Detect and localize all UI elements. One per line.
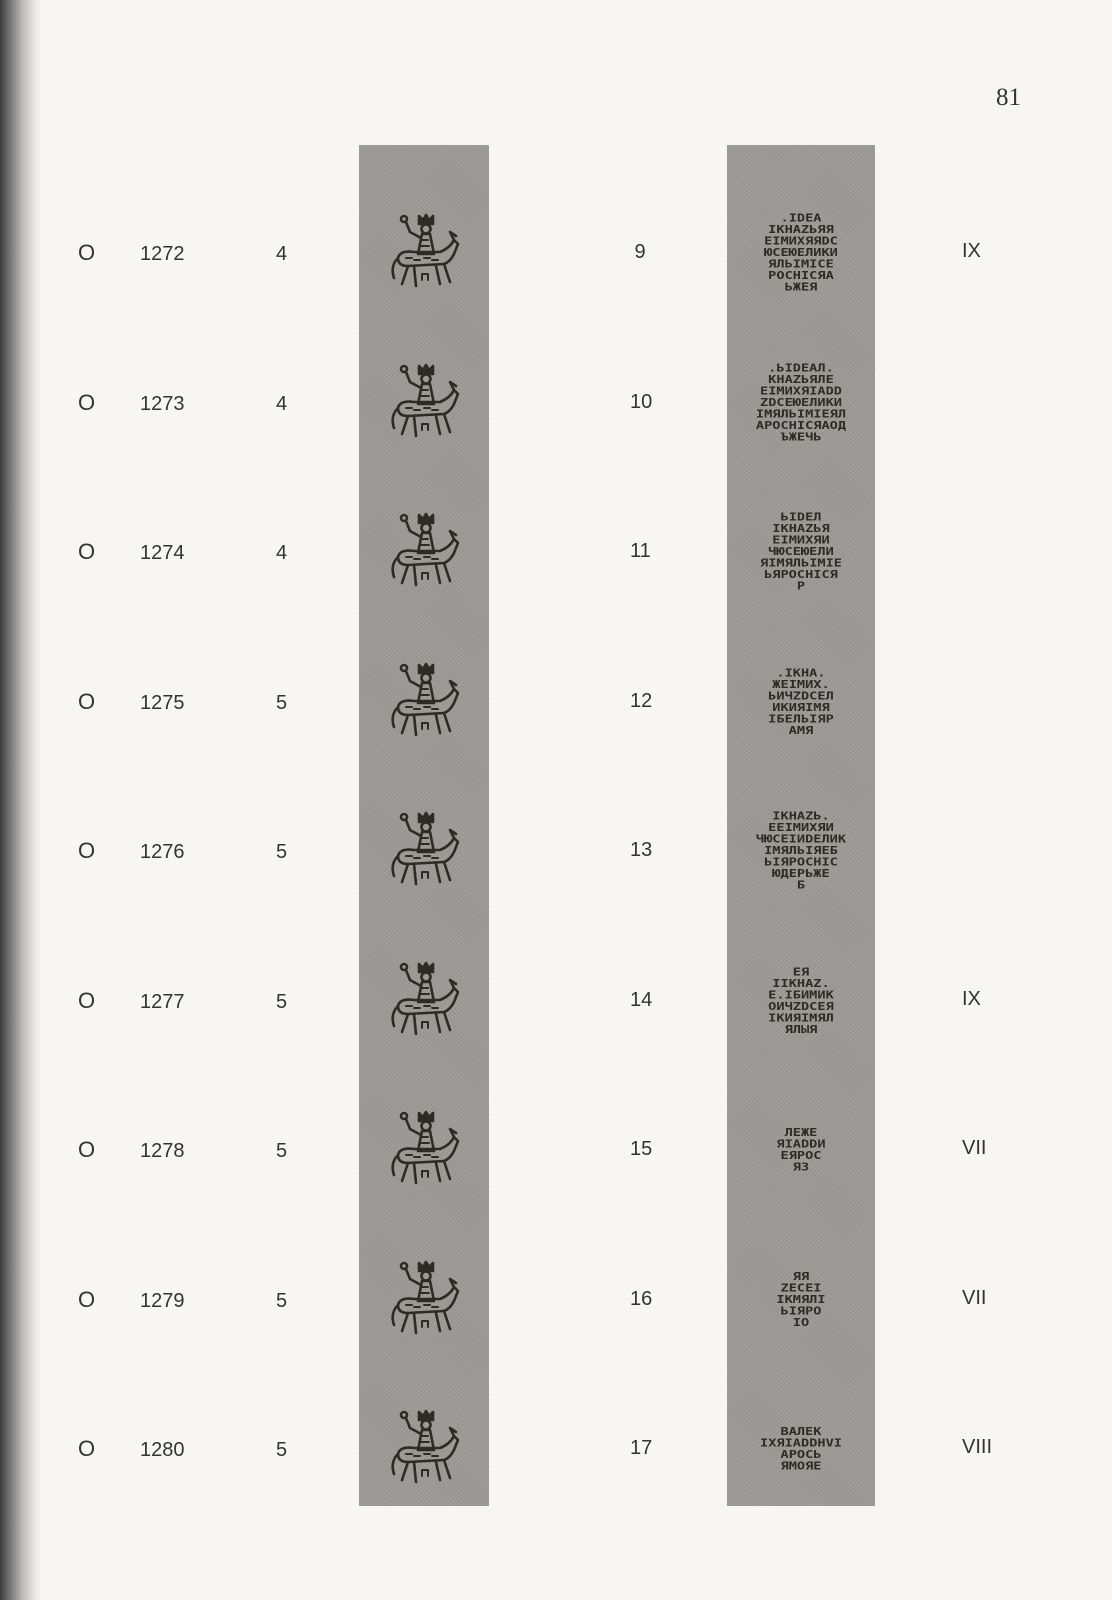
inscription-line: ЕЕIМИХЯИ [768, 822, 834, 834]
inscription-line: IМЯЛЬІЯЕБ [764, 845, 838, 857]
century-label: VII [962, 1137, 987, 1159]
inscription-line: ЬЖЕЯ [784, 281, 818, 294]
reference-number: 16 [630, 1288, 653, 1310]
catalogue-row [0, 1199, 1112, 1349]
side-label: О [78, 240, 96, 265]
inscription-line: ZЕСЕI [780, 1282, 822, 1295]
reference-number: 14 [630, 989, 653, 1011]
inscription-line: ЯЯ [792, 1271, 810, 1283]
inscription-line: ОИЧZDСЕЯ [768, 1000, 834, 1013]
inscription-line: ЬЯРОСНIСЯ [764, 569, 838, 581]
inscription-line: IМЯЛЬІМIЕЯЛ [755, 408, 847, 421]
inscription-seal-image [751, 950, 851, 1050]
side-label: О [78, 1287, 96, 1312]
reference-number: 11 [630, 540, 651, 562]
side-label: О [78, 1436, 96, 1461]
type-number: 5 [276, 1140, 288, 1162]
rider-seal-image [384, 1257, 464, 1339]
type-number: 5 [276, 841, 288, 863]
inscription-seal-image [751, 800, 851, 900]
inscription-line: IБЕЛЬІЯР [768, 713, 834, 726]
inscription-seal-image [751, 1099, 851, 1199]
inscription-line: ЕЯРОС [780, 1149, 822, 1162]
century-label: VII [962, 1287, 987, 1309]
inscription-line: ЕЯ [792, 966, 810, 979]
reference-number: 15 [630, 1138, 653, 1160]
inscription-line: IО [792, 1317, 810, 1329]
inscription-line: IХЯIАDDНVI [760, 1437, 842, 1450]
rider-seal-image [384, 360, 464, 442]
inscription-line: ІКИЯIМЯЛ [768, 1012, 834, 1025]
inscription-line: ЯIАDDИ [776, 1138, 826, 1151]
catalogue-number: 1277 [140, 991, 185, 1013]
type-number: 5 [276, 1439, 288, 1461]
reference-number: 13 [630, 839, 653, 861]
rider-seal-image [384, 210, 464, 292]
rider-seal-image [384, 808, 464, 890]
inscription-line: IКНАZЬЯ [772, 523, 830, 535]
inscription-line: ЯМОЯЕ [780, 1460, 822, 1473]
inscription-seal-image [751, 202, 851, 302]
inscription-line: ЕIМИХЯИ [772, 534, 830, 547]
type-number: 4 [276, 542, 288, 564]
catalogue-row [0, 900, 1112, 1050]
side-label: О [78, 838, 96, 863]
inscription-line: ЖЕIМИХ. [772, 678, 830, 691]
inscription-line: .IDEA [780, 212, 823, 225]
inscription-line: IIКНАZ. [772, 977, 830, 990]
reference-number: 10 [630, 391, 653, 413]
inscription-line: ЬИЧZDСЕЛ [768, 690, 834, 703]
inscription-seal-image [751, 1249, 851, 1349]
side-label: О [78, 1137, 96, 1162]
inscription-line: ЕIМИХЯЯDС [764, 235, 838, 248]
inscription-line: IКМЯЛI [776, 1294, 826, 1306]
inscription-line: ЕIМИХЯIАDD [760, 385, 842, 398]
inscription-seal-image [751, 352, 851, 452]
inscription-line: ИКИЯIМЯ [772, 701, 830, 714]
inscription-seal-image [751, 1398, 851, 1498]
inscription-line: Е.IБИМИК [768, 989, 835, 1002]
inscription-line: ЮСЕЮЕЛИКИ [764, 247, 838, 259]
inscription-seal-image [751, 651, 851, 751]
catalogue-row [0, 302, 1112, 452]
inscription-line: IКНАZЬ. [772, 810, 830, 823]
inscription-line: АМЯ [788, 724, 814, 737]
type-number: 5 [276, 1290, 288, 1312]
type-number: 4 [276, 243, 288, 265]
inscription-line: КНАZЬЯЛЕ [768, 374, 834, 386]
catalogue-number: 1274 [140, 542, 185, 564]
century-label: IX [962, 988, 981, 1010]
inscription-line: ЬІЯРО [780, 1305, 822, 1318]
side-label: О [78, 539, 96, 564]
inscription-line: ZDCЕЮЕЛИКИ [760, 397, 842, 409]
inscription-line: АРОСНIСЯАОД [755, 420, 847, 432]
catalogue-row [0, 451, 1112, 601]
catalogue-row [0, 1049, 1112, 1199]
inscription-line: ЧЮСЕIИDЕЛИК [755, 833, 847, 846]
type-number: 4 [276, 393, 288, 415]
catalogue-number: 1280 [140, 1439, 185, 1461]
inscription-line: АРОСЬ [780, 1448, 822, 1461]
inscription-line: ЯЗ [792, 1161, 810, 1174]
inscription-line: Б [796, 879, 806, 892]
page-number: 81 [996, 84, 1021, 111]
inscription-line: ЧЮСЕЮЕЛИ [768, 546, 834, 558]
rider-seal-image [384, 509, 464, 591]
inscription-line: ЮДЕРЬЖЕ [772, 868, 830, 880]
inscription-line: ЯЛЫЯ [784, 1023, 818, 1036]
rider-seal-image [384, 659, 464, 741]
catalogue-row [0, 152, 1112, 302]
catalogue-number: 1272 [140, 243, 185, 265]
catalogue-number: 1273 [140, 393, 185, 415]
inscription-line: ЪЖЕЧЬ [780, 431, 822, 444]
inscription-line: РОСНIСЯА [768, 270, 835, 282]
inscription-line: ВАЛЕК [780, 1425, 823, 1438]
inscription-line: ЛЕЖЕ [784, 1126, 818, 1139]
type-number: 5 [276, 991, 288, 1013]
catalogue-number: 1279 [140, 1290, 185, 1312]
reference-number: 17 [630, 1437, 653, 1459]
catalogue-number: 1275 [140, 692, 185, 714]
rider-seal-image [384, 1107, 464, 1189]
inscription-line: .IКНА. [776, 667, 826, 680]
rider-seal-image [384, 1406, 464, 1488]
side-label: О [78, 689, 96, 714]
reference-number: 9 [634, 241, 646, 263]
inscription-line: ЬIDEЛ [780, 511, 822, 524]
catalogue-row [0, 750, 1112, 900]
catalogue-number: 1276 [140, 841, 185, 863]
inscription-line: ЯЛЬІМIСЕ [768, 258, 834, 271]
reference-number: 12 [630, 690, 653, 712]
rider-seal-image [384, 958, 464, 1040]
inscription-line: IКНАZЬЯЯ [768, 224, 834, 236]
inscription-line: Р [796, 580, 806, 593]
inscription-seal-image [751, 501, 851, 601]
catalogue-number: 1278 [140, 1140, 185, 1162]
century-label: VIII [962, 1436, 993, 1458]
inscription-line: ЬІЯРОСНIС [764, 856, 838, 869]
century-label: IX [962, 240, 981, 262]
catalogue-row [0, 601, 1112, 751]
side-label: О [78, 390, 96, 415]
inscription-line: .ЬIDEАЛ. [768, 362, 834, 375]
side-label: О [78, 988, 96, 1013]
inscription-line: ЯIМЯЛЬІМIЕ [760, 557, 842, 570]
catalogue-row [0, 1348, 1112, 1498]
type-number: 5 [276, 692, 288, 714]
